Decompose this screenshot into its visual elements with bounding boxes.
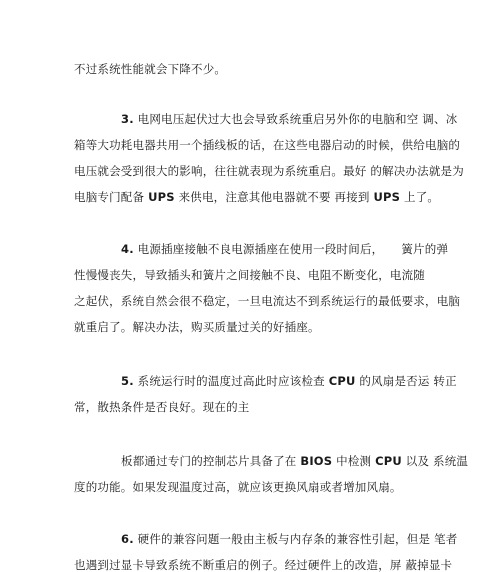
line-text: 来供电，注意其他电器就不要 再接到 (178, 190, 370, 204)
ups-term: UPS (148, 190, 175, 204)
paragraph-line: 就重启了。解决办法，购买质量过关的好插座。 (74, 320, 320, 334)
line-text: 电源插座接触不良电源插座在使用一段时间后， (137, 242, 384, 256)
paragraph-line (121, 374, 500, 388)
item-number: 4. (121, 242, 134, 256)
paragraph-line (74, 190, 494, 204)
paragraph-line: 之起伏，系统自然会很不稳定，一旦电流达不到系统运行的最低要求，电脑 (74, 294, 461, 308)
line-text: 上了。 (404, 190, 440, 204)
line-text: 的风扇是否运 转正 (359, 374, 457, 388)
cpu-term: CPU (328, 374, 356, 388)
line-text: 簧片的弹 (401, 242, 449, 256)
paragraph-line: 也遇到过显卡导致系统不断重启的例子。经过硬件上的改造，屏 蔽掉显卡 (74, 558, 453, 572)
paragraph-line: 箱等大功耗电器共用一个插线板的话，在这些电器启动的时候，供给电脑的 (74, 138, 461, 152)
line-text: 系统运行时的温度过高此时应该检查 (137, 374, 325, 388)
paragraph-line (121, 242, 500, 256)
line-text: 中检测 (336, 454, 372, 468)
paragraph-line (121, 532, 500, 546)
paragraph-line (121, 454, 500, 468)
cpu-term: CPU (375, 454, 402, 468)
line-text: 硬件的兼容问题一般由主板与内存条的兼容性引起，但是 笔者 (137, 532, 458, 546)
bios-term: BIOS (300, 454, 333, 468)
item-number: 5. (121, 374, 134, 388)
paragraph-line: 性慢慢丧失，导致插头和簧片之间接触不良、电阻不断变化，电流随 (74, 268, 425, 282)
paragraph-line: 电压就会受到很大的影响，往往就表现为系统重启。最好 的解决办法就是为 (74, 164, 464, 178)
paragraph-line: 度的功能。如果发现温度过高，就应该更换风扇或者增加风扇。 (74, 480, 402, 494)
line-text: 板都通过专门的控制芯片具备了在 (121, 454, 297, 468)
paragraph-line: 常，散热条件是否良好。现在的主 (74, 400, 250, 414)
line-text: 电网电压起伏过大也会导致系统重启另外你的电脑和空 调、冰 (137, 112, 458, 126)
item-number: 6. (121, 532, 134, 546)
line-text: 电脑专门配备 (74, 190, 145, 204)
paragraph-line (121, 112, 500, 126)
line-text: 以及 系统温 (405, 454, 469, 468)
ups-term: UPS (373, 190, 401, 204)
paragraph-line: 不过系统性能就会下降不少。 (74, 62, 227, 76)
item-number: 3. (121, 112, 134, 126)
